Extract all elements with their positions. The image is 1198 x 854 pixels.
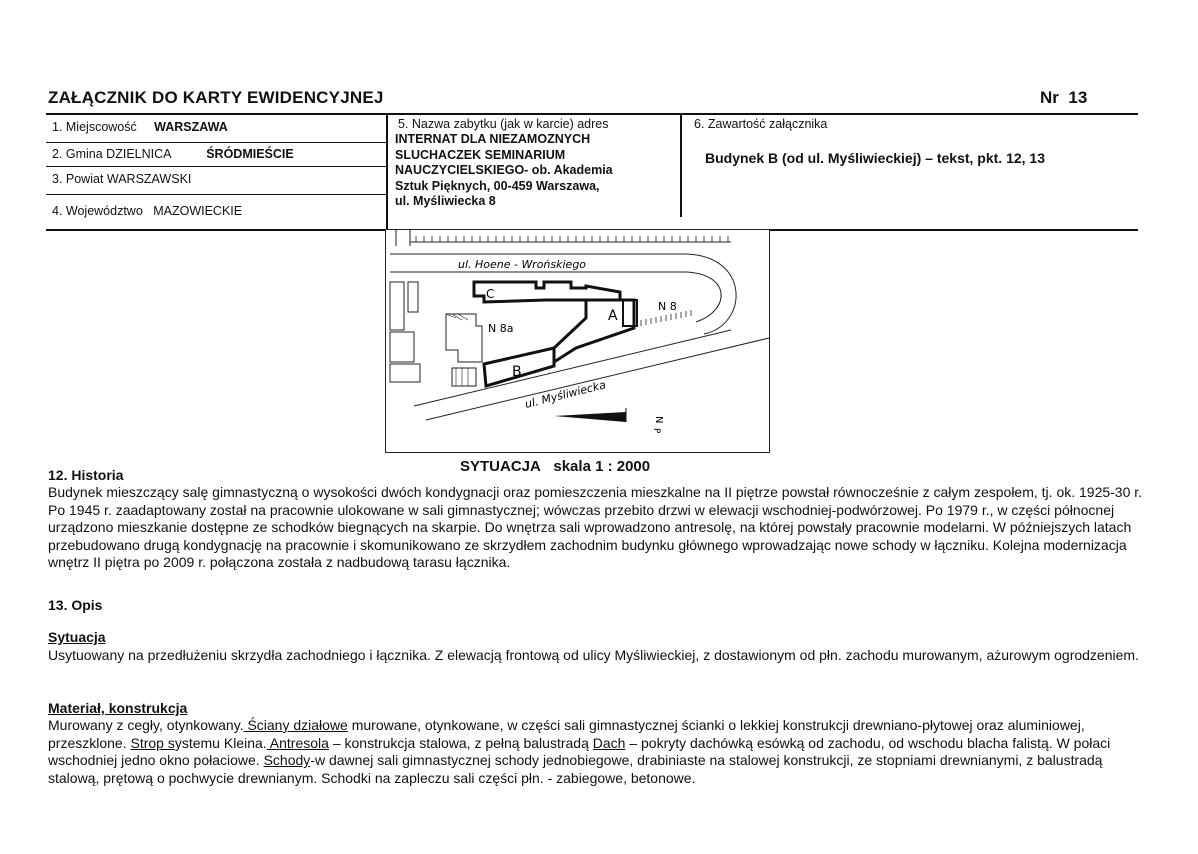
municipality-value: ŚRÓDMIEŚCIE	[206, 147, 294, 161]
site-plan-drawing	[386, 230, 769, 452]
column-divider-right	[680, 113, 682, 217]
section-13-heading: 13. Opis	[48, 597, 103, 613]
monument-name-address	[395, 132, 680, 210]
material-heading: Materiał, konstrukcja	[48, 700, 188, 716]
north-sub-label: P	[651, 428, 661, 434]
north-label: N	[653, 416, 664, 424]
building-label-a: A	[608, 308, 618, 324]
ceiling-term: Strop s	[130, 734, 175, 751]
north-arrow-icon	[554, 412, 626, 422]
field-municipality: 2. Gmina DZIELNICA ŚRÓDMIEŚCIE	[52, 147, 294, 161]
voivodeship-value: MAZOWIECKIE	[153, 204, 243, 218]
material-paragraph: Murowany z cegły, otynkowany. Ściany działowe murowane, otynkowane, w części sali gimnastycznej ścianki o lekkiej konstrukcji drewniano-płytowej oraz aluminiowej, przeszklone. Strop systemu Kleina. Antresola – konstrukcja stalowa, z pełną balustradą Dach – pokryty dachówką esówką od zachodu, od wschodu blacha falistą. W połaci wschodniej jedno okno połaciowe. Schody-w dawnej sali gimnastycznej schody jednobiegowe, drabiniaste na stalowej konstrukcji, ze stopniami drewnianymi, z balustradą stalową, prętową o pochwycie drewnianym. Schodki na zapleczu sali części płn. - zabiegowe, betonowe.	[48, 717, 1111, 786]
address-line: NAUCZYCIELSKIEGO- ob. Akademia	[395, 163, 613, 177]
fence-ticks	[416, 236, 728, 242]
record-number	[1040, 88, 1087, 108]
building-label-n8a: N 8a	[488, 322, 514, 335]
mezzanine-term: Antresola	[266, 734, 329, 751]
monument-name-label: 5. Nazwa zabytku (jak w karcie) adres	[398, 117, 609, 131]
document-title: ZAŁĄCZNIK DO KARTY EWIDENCYJNEJ	[48, 88, 384, 107]
right-block-bottom-rule	[768, 229, 1138, 231]
locality-value: WARSZAWA	[154, 120, 228, 134]
site-plan-caption: SYTUACJA skala 1 : 2000	[460, 458, 651, 475]
record-number-value: 13	[1068, 88, 1088, 107]
building-label-n8: N 8	[658, 300, 677, 313]
field-voivodeship: 4. Województwo MAZOWIECKIE	[52, 204, 243, 218]
street-label-bottom: ul. Myśliwiecka	[523, 378, 608, 411]
history-paragraph: Budynek mieszczący salę gimnastyczną o wysokości dwóch kondygnacji oraz pomieszczenia mieszkalne na II piętrze powstał równocześnie z całym zespołem, tj. ok. 1925-30 r. Po 1945 r. zaadaptowany został na pracownie ulokowane w sali gimnastycznej; wówczas przebito drzwi w elewacji wschodniej-podwórzowej. Po 1979 r., w części północnej urządzono mieszkanie dostępne ze schodków biegnących na skarpie. Do wnętrza sali wprowadzono antresolę, na której powstały pracownie modelarni. W późniejszych latach przebudowano drugą kondygnację na pracownie i skomunikowano ze skrzydłem zachodnim budynku głównego wprowadzając nowe schody w łączniku. Kolejna modernizacja wnętrz II piętra po 2009 r. połączona została z nadbudową tarasu łącznika.	[48, 484, 1143, 571]
building-label-b: B	[512, 364, 522, 380]
building-label-c: C	[486, 287, 495, 301]
attachment-content-label: 6. Zawartość załącznika	[694, 117, 828, 131]
address-line: SLUCHACZEK SEMINARIUM	[395, 147, 566, 162]
field-locality: 1. Miejscowość WARSZAWA	[52, 120, 228, 134]
field-divider-3	[46, 194, 386, 195]
section-12-heading: 12. Historia	[48, 467, 124, 483]
attachment-content-value: Budynek B (od ul. Myśliwieckiej) – tekst, pkt. 12, 13	[705, 150, 1045, 166]
address-line: INTERNAT DLA NIEZAMOZNYCH	[395, 132, 591, 146]
roof-term: Dach	[592, 734, 626, 751]
field-divider-1	[46, 142, 386, 143]
address-line: ul. Myśliwiecka 8	[395, 194, 496, 208]
site-plan-map	[385, 229, 770, 453]
record-number-label: Nr	[1040, 88, 1059, 107]
partition-walls-term: Ściany działowe	[243, 717, 348, 733]
situation-heading: Sytuacja	[48, 629, 106, 645]
field-divider-2	[46, 166, 386, 167]
street-label-top: ul. Hoene - Wrońskiego	[458, 258, 587, 271]
scale-label: skala 1 : 2000	[553, 458, 651, 475]
situation-paragraph: Usytuowany na przedłużeniu skrzydła zachodniego i łącznika. Z elewacją frontową od ulicy Myśliwieckiej, z dostawionym od płn. zachodu murowanym, ażurowym ogrodzeniem.	[48, 647, 1139, 663]
field-county: 3. Powiat WARSZAWSKI	[52, 172, 192, 186]
stairs-term: Schody	[263, 752, 311, 769]
address-line: Sztuk Pięknych, 00-459 Warszawa,	[395, 178, 600, 193]
header-rule	[46, 113, 1138, 115]
column-divider-left	[386, 113, 388, 231]
left-block-bottom-rule	[46, 229, 386, 231]
